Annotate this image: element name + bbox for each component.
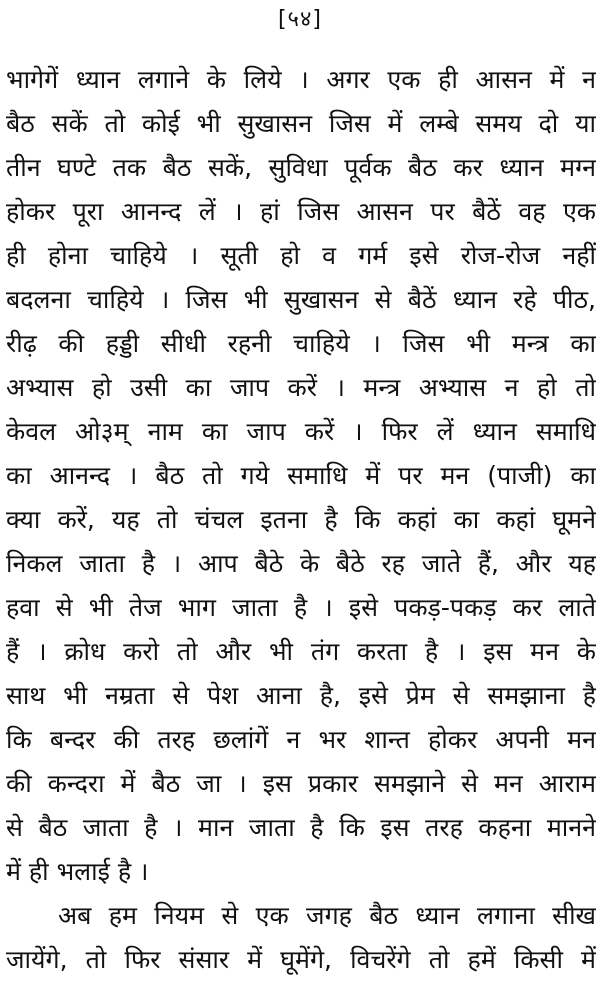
text-line: अभ्यास हो उसी का जाप करें । मन्त्र अभ्यास न हो तो <box>6 373 596 402</box>
page-number: [५४] <box>277 7 323 32</box>
text-line: से बैठ जाता है । मान जाता है कि इस तरह कहना मानने <box>6 813 596 842</box>
text-line: केवल ओ३म् नाम का जाप करें । फिर लें ध्यान समाधि <box>6 417 596 446</box>
text-line: होकर पूरा आनन्द लें । हां जिस आसन पर बैठें वह एक <box>6 197 596 226</box>
text-line: हैं । क्रोध करो तो और भी तंग करता है । इस मन के <box>6 637 596 666</box>
text-line: तीन घण्टे तक बैठ सकें, सुविधा पूर्वक बैठ कर ध्यान मग्न <box>6 153 596 182</box>
text-line: क्या करें, यह तो चंचल इतना है कि कहां का कहां घूमने <box>6 505 596 534</box>
text-line: जायेंगे, तो फिर संसार में घूमेंगे, विचरेंगे तो हमें किसी में <box>6 945 596 974</box>
text-line: की कन्दरा में बैठ जा । इस प्रकार समझाने से मन आराम <box>6 769 596 798</box>
text-line: साथ भी नम्रता से पेश आना है, इसे प्रेम से समझाना है <box>6 681 596 710</box>
body-text <box>6 58 596 982</box>
text-line: का आनन्द । बैठ तो गये समाधि में पर मन (पाजी) का <box>6 461 596 490</box>
text-line: रीढ़ की हड्डी सीधी रहनी चाहिये । जिस भी मन्त्र का <box>6 329 596 358</box>
text-line: कि बन्दर की तरह छलांगें न भर शान्त होकर अपनी मन <box>6 725 596 754</box>
text-line: भागेगें ध्यान लगाने के लिये । अगर एक ही आसन में न <box>6 65 596 94</box>
text-line: हवा से भी तेज भाग जाता है । इसे पकड़-पकड़ कर लाते <box>6 593 596 622</box>
text-line: बैठ सकें तो कोई भी सुखासन जिस में लम्बे समय दो या <box>6 109 596 138</box>
text-line: निकल जाता है । आप बैठे के बैठे रह जाते हैं, और यह <box>6 549 596 578</box>
paragraph-end-line: में ही भलाई है । <box>6 857 149 886</box>
text-line: ही होना चाहिये । सूती हो व गर्म इसे रोज-रोज नहीं <box>6 241 596 270</box>
text-line: बदलना चाहिये । जिस भी सुखासन से बैठें ध्यान रहे पीठ, <box>6 285 596 314</box>
paragraph-start-line: अब हम नियम से एक जगह बैठ ध्यान लगाना सीख <box>58 901 596 930</box>
